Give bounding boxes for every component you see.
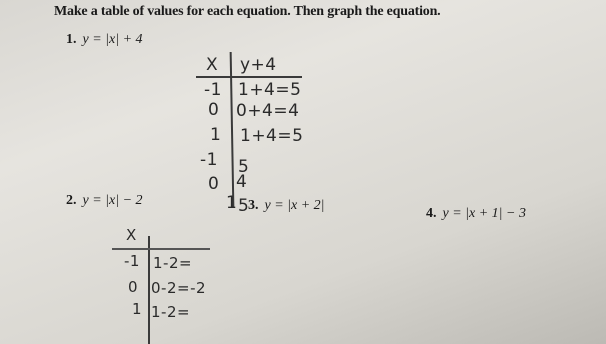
table-cell-y: 5 (238, 157, 250, 177)
problem-2 (66, 193, 143, 209)
table-cell-x: 0 (208, 174, 220, 194)
problem-3 (248, 198, 325, 214)
table-cell-x: 1 (132, 300, 143, 318)
problem-number: 1. (66, 32, 77, 47)
problem-equation: y = |x + 1| − 3 (442, 206, 526, 221)
table-cell-x: -1 (200, 150, 218, 170)
table-header-rule (196, 76, 302, 78)
problem-number: 2. (66, 193, 77, 208)
problem-equation: y = |x| + 4 (82, 32, 143, 47)
table-cell-y: 1+4=5 (240, 126, 304, 146)
table-cell-x: 0 (128, 278, 139, 296)
table-cell-y: 1+4=5 (238, 80, 302, 100)
problem-equation: y = |x + 2| (264, 198, 325, 213)
table-header-x: X (206, 55, 219, 75)
instructions: Make a table of values for each equation. Then graph the equation. (54, 4, 441, 19)
problem-equation: y = |x| − 2 (82, 193, 143, 208)
table-cell-y: 1-2= (153, 254, 193, 272)
table-header-x: X (126, 226, 137, 244)
table-divider (148, 236, 150, 344)
table-cell-y: 0+4=4 (236, 101, 300, 121)
problem-number: 4. (426, 206, 437, 221)
table-cell-x: 0 (208, 100, 220, 120)
problem-4 (426, 206, 526, 222)
table-cell-y: 5 (238, 196, 250, 216)
table-cell-y: 4 (236, 172, 248, 192)
table-cell-y: 0-2=-2 (151, 279, 207, 297)
table-header-y: y+4 (240, 55, 277, 75)
table-cell-x: -1 (204, 80, 222, 100)
problem-1 (66, 32, 143, 48)
problem-number: 3. (248, 198, 259, 213)
table-cell-x: 1 (210, 125, 222, 145)
table-cell-y: 1-2= (151, 303, 191, 321)
table-header-rule (112, 248, 210, 250)
table-cell-x: 1 (226, 193, 238, 213)
table-cell-x: -1 (124, 252, 140, 270)
